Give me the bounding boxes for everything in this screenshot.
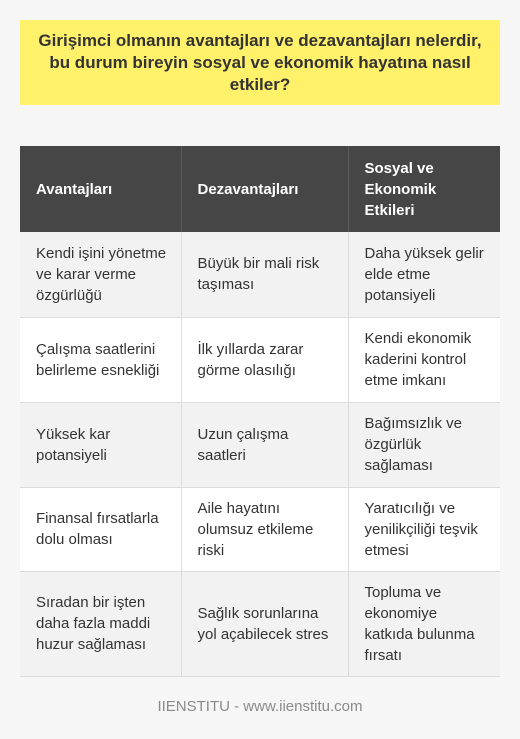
page-title: Girişimci olmanın avantajları ve dezavantajları nelerdir, bu durum bireyin sosyal ve ekonomik hayatına nasıl etkiler? [38, 30, 482, 94]
table-cell-effect: Daha yüksek gelir elde etme potansiyeli [348, 232, 500, 317]
table-cell-advantage: Çalışma saatlerini belirleme esnekliği [20, 317, 181, 402]
comparison-table [20, 146, 500, 677]
table-row [20, 571, 500, 676]
table-row [20, 487, 500, 571]
table-row [20, 232, 500, 317]
header-disadvantages: Dezavantajları [181, 146, 348, 232]
table-cell-effect: Kendi ekonomik kaderini kontrol etme imkanı [348, 317, 500, 402]
table-row [20, 402, 500, 487]
footer-credit: IIENSTITU - www.iienstitu.com [157, 698, 363, 715]
table-cell-advantage: Yüksek kar potansiyeli [20, 402, 181, 487]
table-cell-disadvantage: İlk yıllarda zarar görme olasılığı [181, 317, 348, 402]
header-advantages: Avantajları [20, 146, 181, 232]
table-row [20, 317, 500, 402]
table-cell-advantage: Finansal fırsatlarla dolu olması [20, 487, 181, 571]
title-banner [20, 20, 500, 105]
table-cell-disadvantage: Sağlık sorunlarına yol açabilecek stres [181, 571, 348, 676]
header-social-economic-effects: Sosyal ve Ekonomik Etkileri [348, 146, 500, 232]
table-cell-disadvantage: Aile hayatını olumsuz etkileme riski [181, 487, 348, 571]
table-cell-disadvantage: Uzun çalışma saatleri [181, 402, 348, 487]
table-cell-advantage: Kendi işini yönetme ve karar verme özgürlüğü [20, 232, 181, 317]
table-cell-advantage: Sıradan bir işten daha fazla maddi huzur sağlaması [20, 571, 181, 676]
table-header-row [20, 146, 500, 232]
table-cell-disadvantage: Büyük bir mali risk taşıması [181, 232, 348, 317]
table-cell-effect: Topluma ve ekonomiye katkıda bulunma fırsatı [348, 571, 500, 676]
table-cell-effect: Yaratıcılığı ve yenilikçiliği teşvik etmesi [348, 487, 500, 571]
table-cell-effect: Bağımsızlık ve özgürlük sağlaması [348, 402, 500, 487]
